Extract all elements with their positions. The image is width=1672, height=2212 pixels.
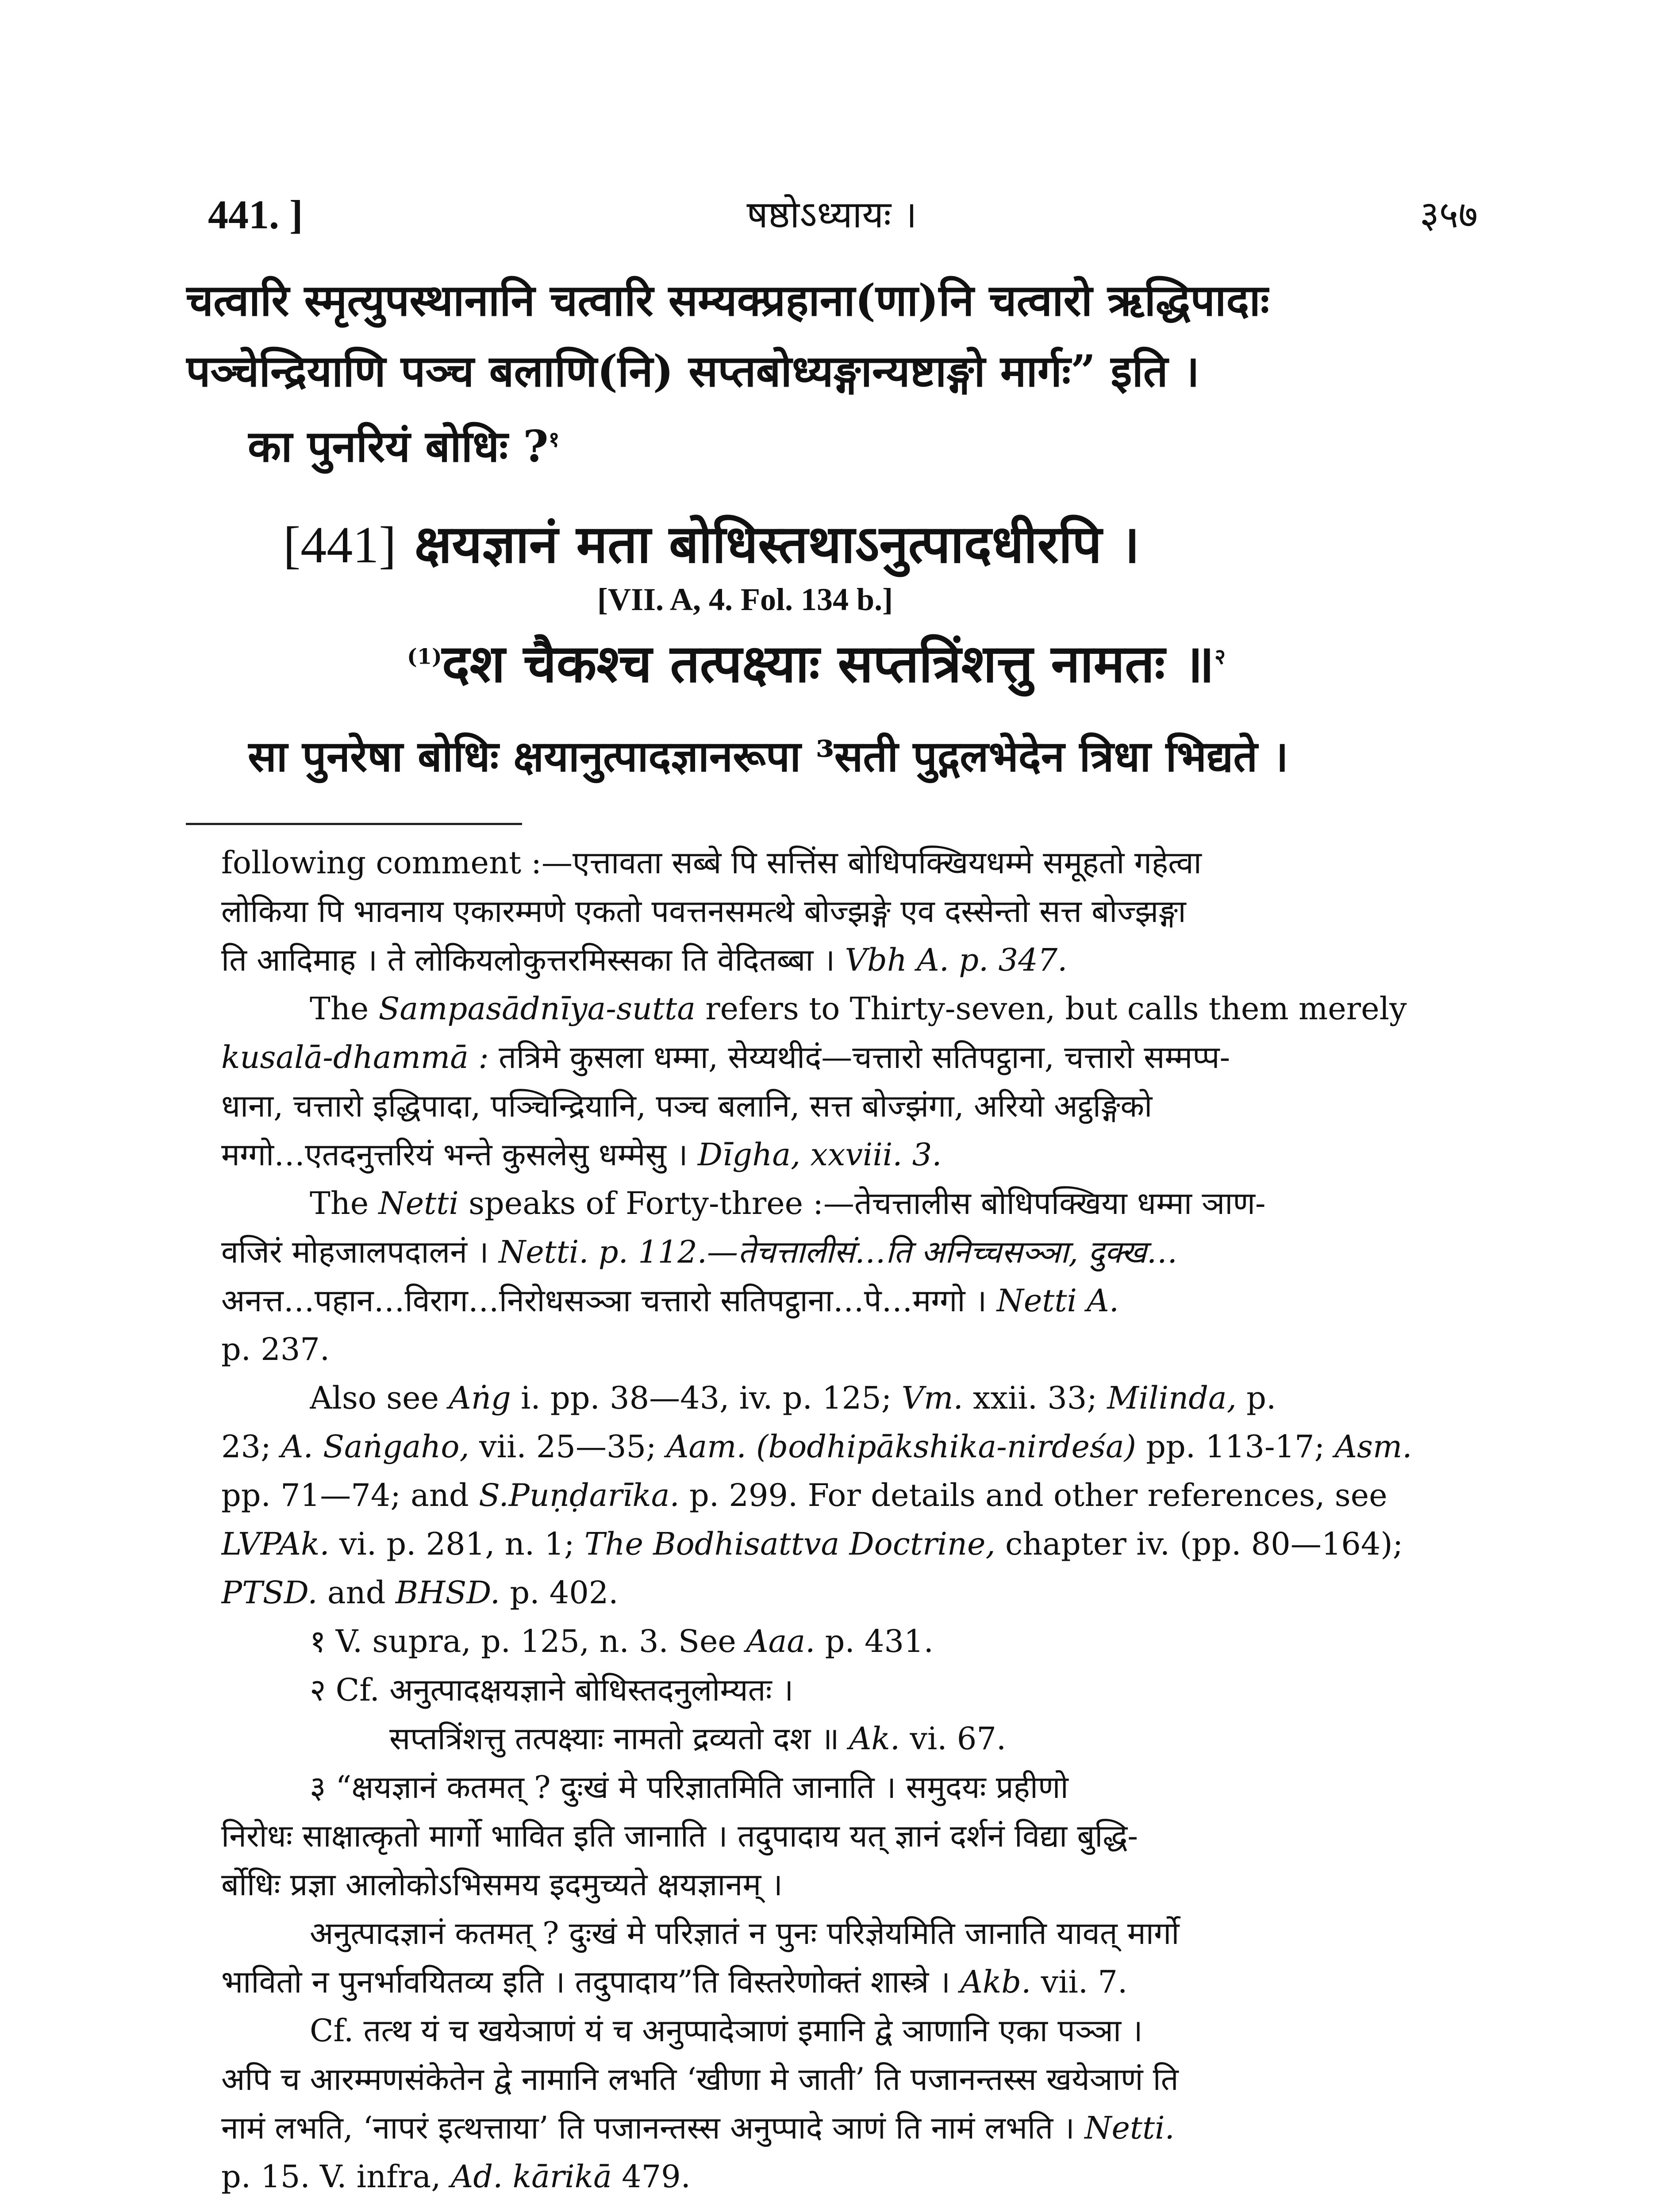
footnote-line-9: वजिरं मोहजालपदालनं । Netti. p. 112.—तेचत्तालीसं…ति अनिच्चसञ्ञा, दुक्ख… xyxy=(221,1234,1178,1270)
footnote-3-line-3: र्बोधिः प्रज्ञा आलोकोऽभिसमय इदमुच्यते क्षयज्ञानम् । xyxy=(221,1866,783,1903)
footnote-2-verse: सप्तत्रिंशत्तु तत्पक्ष्याः नामतो द्रव्यतो दश ॥ Ak. vi. 67. xyxy=(389,1720,1007,1757)
verse-text-2: दश चैकश्च तत्पक्ष्याः सप्तत्रिंशत्तु नामतः ॥ xyxy=(442,633,1215,694)
verse-text-1: क्षयज्ञानं मता बोधिस्तथाऽनुत्पादधीरपि । xyxy=(414,513,1140,575)
footnote-3-line-9: p. 15. V. infra, Ad. kārikā 479. xyxy=(221,2158,691,2195)
page-number: ३५७ xyxy=(1419,193,1478,236)
verse-footnote-mark: २ xyxy=(1214,644,1226,669)
footnote-line-14: pp. 71—74; and S.Puṇḍarīka. p. 299. For details and other references, see xyxy=(221,1477,1388,1513)
footnote-line-16: PTSD. and BHSD. p. 402. xyxy=(221,1575,619,1611)
page-section-number: 441. ] xyxy=(208,192,303,237)
footnote-line-1: following comment :—एत्तावता सब्बे पि सत्तिंस बोधिपक्खियधम्मे समूहतो गहेत्वा xyxy=(221,845,1202,881)
footnote-line-4: The Sampasādnīya-sutta refers to Thirty-seven, but calls them merely xyxy=(310,991,1407,1027)
footnote-line-12: Also see Aṅg i. pp. 38—43, iv. p. 125; Vm. xxii. 33; Milinda, p. xyxy=(310,1380,1276,1416)
footnote-3-line-2: निरोधः साक्षात्कृतो मार्गो भावित इति जानाति । तदुपादाय यत् ज्ञानं दर्शनं विद्या बुद्धि- xyxy=(221,1818,1138,1854)
footnote-3-line-1: ३ “क्षयज्ञानं कतमत् ? दुःखं मे परिज्ञातमिति जानाति । समुदयः प्रहीणो xyxy=(310,1769,1069,1805)
footnote-line-15: LVPAk. vi. p. 281, n. 1; The Bodhisattva Doctrine, chapter iv. (pp. 80—164); xyxy=(221,1526,1403,1562)
main-text-line-1: चत्वारि स्मृत्युपस्थानानि चत्वारि सम्यक्प्रहाना(णा)नि चत्वारो ऋद्धिपादाः xyxy=(186,275,1269,326)
verse-line-2 xyxy=(407,628,1226,699)
footnote-line-2: लोकिया पि भावनाय एकारम्मणे एकतो पवत्तनसमत्थे बोज्झङ्गे एव दस्सेन्तो सत्त बोज्झङ्गा xyxy=(221,893,1186,929)
footnote-3-line-6: Cf. तत्थ यं च खयेञाणं यं च अनुप्पादेञाणं इमानि द्वे ञाणानि एका पञ्ञा । xyxy=(310,2012,1143,2049)
footnote-line-6: धाना, चत्तारो इद्धिपादा, पञ्चिन्द्रियानि, पञ्च बलानि, सत्त बोज्झंगा, अरियो अट्ठङ्गिको xyxy=(221,1088,1153,1124)
footnote-line-7: मग्गो…एतदनुत्तरियं भन्ते कुसलेसु धम्मेसु । Dīgha, xxviii. 3. xyxy=(221,1137,942,1173)
footnote-line-13: 23; A. Saṅgaho, vii. 25—35; Aam. (bodhipākshika-nirdeśa) pp. 113-17; Asm. xyxy=(221,1429,1412,1465)
footnote-2: २ Cf. अनुत्पादक्षयज्ञाने बोधिस्तदनुलोम्यतः । xyxy=(310,1672,794,1708)
question-line xyxy=(248,416,560,478)
footnote-line-8: The Netti speaks of Forty-three :—तेचत्तालीस बोधिपक्खिया धम्मा ञाण- xyxy=(310,1185,1266,1221)
footnote-line-5: kusalā-dhammā : तत्रिमे कुसला धम्मा, सेय्यथीदं—चत्तारो सतिपट्ठाना, चत्तारो सम्मप्प- xyxy=(221,1039,1230,1075)
footnote-line-10: अनत्त…पहान…विराग…निरोधसञ्ञा चत्तारो सतिपट्ठाना…पे…मग्गो । Netti A. xyxy=(221,1283,1119,1319)
commentary-line: सा पुनरेषा बोधिः क्षयानुत्पादज्ञानरूपा ³सती पुद्गलभेदेन त्रिधा भिद्यते । xyxy=(248,731,1289,781)
footnote-3-line-5: भावितो न पुनर्भावयितव्य इति । तदुपादाय”ति विस्तरेणोक्तं शास्त्रे । Akb. vii. 7. xyxy=(221,1964,1128,2000)
footnote-3-line-4: अनुत्पादज्ञानं कतमत् ? दुःखं मे परिज्ञातं न पुनः परिज्ञेयमिति जानाति यावत् मार्गो xyxy=(310,1915,1180,1951)
footnote-3-line-7: अपि च आरम्मणसंकेतेन द्वे नामानि लभति ‘खीणा मे जाती’ ति पजानन्तस्स खयेञाणं ति xyxy=(221,2061,1179,2097)
footnote-3-line-8: नामं लभति, ‘नापरं इत्थत्ताया’ ति पजानन्तस्स अनुप्पादे ञाणं ति नामं लभति । Netti. xyxy=(221,2110,1175,2146)
running-header: षष्ठोऽध्यायः । xyxy=(746,193,917,236)
main-text-line-2: पञ्चेन्द्रियाणि पञ्च बलाणि(नि) सप्तबोध्यङ्गान्यष्टाङ्गो मार्गः” इति । xyxy=(186,346,1199,397)
footnote-line-11: p. 237. xyxy=(221,1331,330,1367)
folio-reference: [VII. A, 4. Fol. 134 b.] xyxy=(597,582,893,617)
footnote-separator xyxy=(186,823,522,825)
verse-marker: (1) xyxy=(407,644,442,669)
question-footnote-mark: १ xyxy=(548,427,560,452)
footnote-line-3: ति आदिमाह । ते लोकियलोकुत्तरमिस्सका ति वेदितब्बा । Vbh A. p. 347. xyxy=(221,942,1068,978)
question-text: का पुनरियं बोधिः ? xyxy=(248,421,549,472)
verse-line-1 xyxy=(283,509,1140,580)
footnote-1: १ V. supra, p. 125, n. 3. See Aaa. p. 431. xyxy=(310,1623,934,1659)
verse-number: [441] xyxy=(283,516,396,574)
